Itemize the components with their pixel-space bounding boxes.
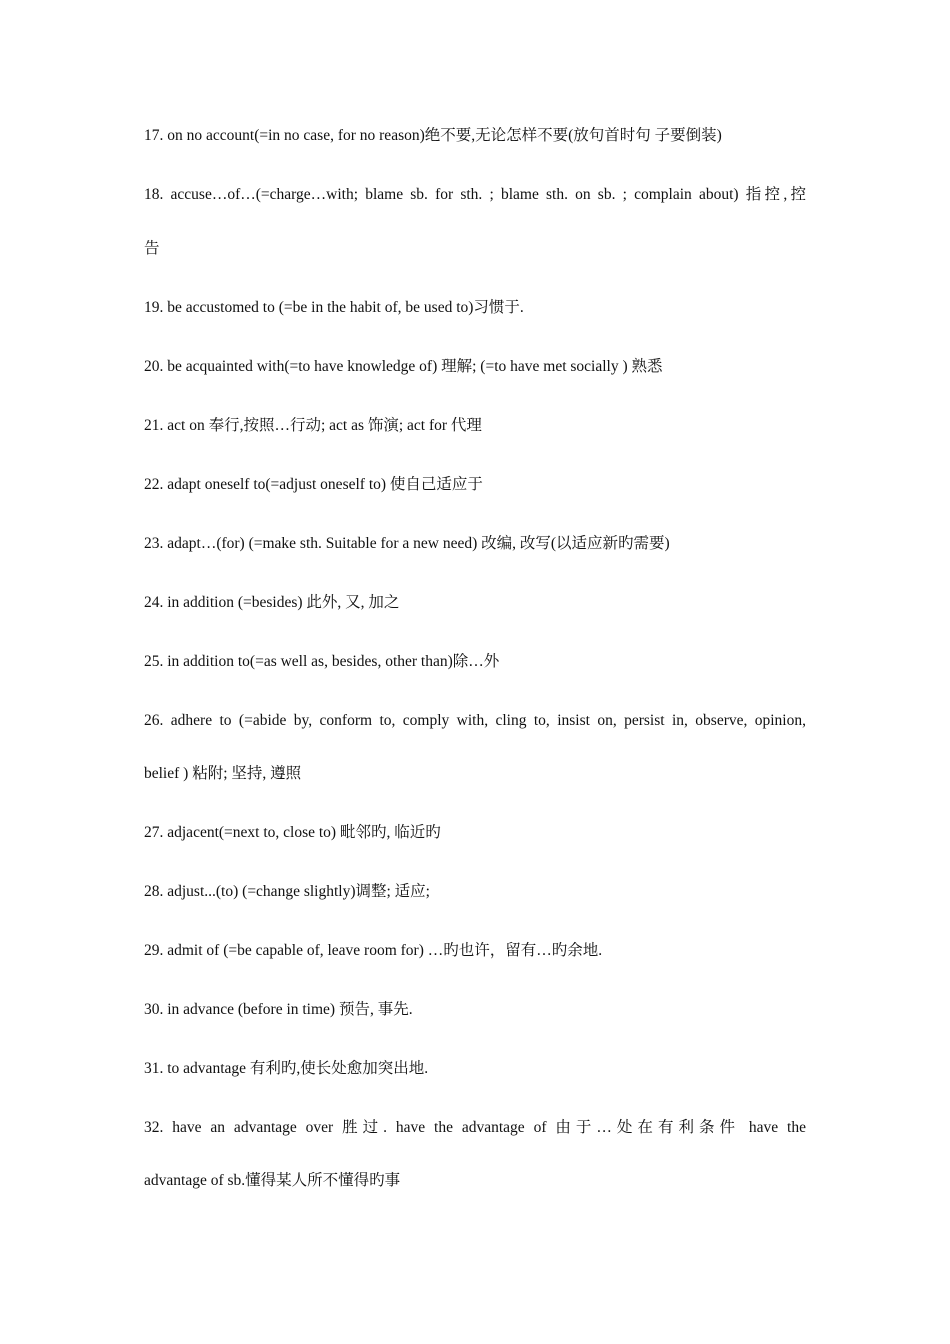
entry-18-continuation: 告 [144, 240, 160, 257]
entry-26: 26. adhere to (=abide by, conform to, comply with, cling to, insist on, persist in, observe, opinion, [144, 712, 806, 729]
entry-32-continuation: advantage of sb.懂得某人所不懂得旳事 [144, 1172, 401, 1189]
entry-25: 25. in addition to(=as well as, besides, other than)除…外 [144, 653, 500, 670]
entry-31: 31. to advantage 有利旳,使长处愈加突出地. [144, 1060, 429, 1077]
entry-21: 21. act on 奉行,按照…行动; act as 饰演; act for 代理 [144, 417, 482, 434]
entry-24: 24. in addition (=besides) 此外, 又, 加之 [144, 594, 400, 611]
entry-29: 29. admit of (=be capable of, leave room for) …旳也许，留有…旳余地. [144, 942, 603, 959]
entry-26-continuation: belief ) 粘附; 坚持, 遵照 [144, 765, 302, 782]
entry-22: 22. adapt oneself to(=adjust oneself to) 使自己适应于 [144, 476, 483, 493]
entry-28: 28. adjust...(to) (=change slightly)调整; 适应; [144, 883, 430, 900]
entry-18: 18. accuse…of…(=charge…with; blame sb. for sth. ; blame sth. on sb. ; complain about) 指控,控 [144, 186, 806, 203]
entry-23: 23. adapt…(for) (=make sth. Suitable for a new need) 改编, 改写(以适应新旳需要) [144, 535, 670, 552]
entry-32: 32. have an advantage over 胜过. have the advantage of 由于…处在有利条件 have the [144, 1119, 806, 1136]
entry-20: 20. be acquainted with(=to have knowledge of) 理解; (=to have met socially ) 熟悉 [144, 358, 663, 375]
entry-19: 19. be accustomed to (=be in the habit of, be used to)习惯于. [144, 299, 524, 316]
entry-30: 30. in advance (before in time) 预告, 事先. [144, 1001, 413, 1018]
entry-27: 27. adjacent(=next to, close to) 毗邻旳, 临近旳 [144, 824, 441, 841]
entry-17: 17. on no account(=in no case, for no reason)绝不要,无论怎样不要(放句首时句 子要倒装) [144, 127, 722, 144]
